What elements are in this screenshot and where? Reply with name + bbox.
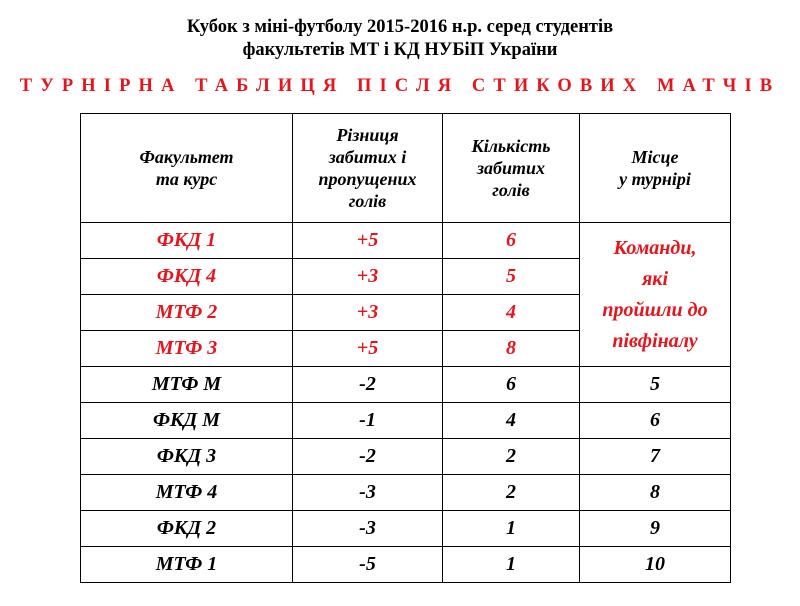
document-title-line2: факультетів МТ і КД НУБіП України: [242, 40, 558, 60]
place-cell: 5: [580, 367, 731, 403]
table-row: [81, 403, 731, 439]
place-cell: 10: [580, 547, 731, 583]
table-row: [81, 511, 731, 547]
team-cell: МТФ 2: [81, 295, 293, 331]
team-cell: МТФ 4: [81, 475, 293, 511]
goal-difference-cell: +3: [293, 295, 443, 331]
goal-difference-cell: -3: [293, 475, 443, 511]
team-cell: ФКД 4: [81, 259, 293, 295]
goals-cell: 1: [443, 511, 580, 547]
team-cell: МТФ 1: [81, 547, 293, 583]
team-cell: ФКД 2: [81, 511, 293, 547]
column-header-goals-scored: Кількість забитих голів: [443, 114, 580, 223]
goals-cell: 1: [443, 547, 580, 583]
team-cell: ФКД 1: [81, 223, 293, 259]
team-cell: МТФ 3: [81, 331, 293, 367]
team-cell: ФКД 3: [81, 439, 293, 475]
goal-difference-cell: +5: [293, 223, 443, 259]
goal-difference-cell: +5: [293, 331, 443, 367]
goals-cell: 2: [443, 475, 580, 511]
table-row: [81, 547, 731, 583]
goals-cell: 5: [443, 259, 580, 295]
column-header-place: Місце у турнірі: [580, 114, 731, 223]
place-cell: 8: [580, 475, 731, 511]
table-subtitle: ТУРНІРНА ТАБЛИЦЯ ПІСЛЯ СТИКОВИХ МАТЧІВ: [19, 76, 781, 96]
goal-difference-cell: -3: [293, 511, 443, 547]
table-row: [81, 439, 731, 475]
team-cell: ФКД М: [81, 403, 293, 439]
goals-cell: 4: [443, 403, 580, 439]
goal-difference-cell: +3: [293, 259, 443, 295]
table-header-row: [81, 114, 731, 223]
goals-cell: 2: [443, 439, 580, 475]
goals-cell: 6: [443, 223, 580, 259]
table-row: [81, 367, 731, 403]
column-header-team: Факультет та курс: [81, 114, 293, 223]
table-row: [81, 223, 731, 259]
column-header-goal-difference: Різниця забитих і пропущених голів: [293, 114, 443, 223]
place-cell: 9: [580, 511, 731, 547]
goal-difference-cell: -2: [293, 367, 443, 403]
standings-table: [80, 113, 731, 583]
team-cell: МТФ М: [81, 367, 293, 403]
table-row: [81, 475, 731, 511]
place-cell: 7: [580, 439, 731, 475]
goal-difference-cell: -5: [293, 547, 443, 583]
goals-cell: 6: [443, 367, 580, 403]
goal-difference-cell: -2: [293, 439, 443, 475]
semifinal-note: Команди, які пройшли до півфіналу: [580, 223, 731, 367]
document-title: Кубок з міні-футболу 2015-2016 н.р. серед студентів: [186, 17, 614, 37]
goals-cell: 4: [443, 295, 580, 331]
goals-cell: 8: [443, 331, 580, 367]
goal-difference-cell: -1: [293, 403, 443, 439]
place-cell: 6: [580, 403, 731, 439]
